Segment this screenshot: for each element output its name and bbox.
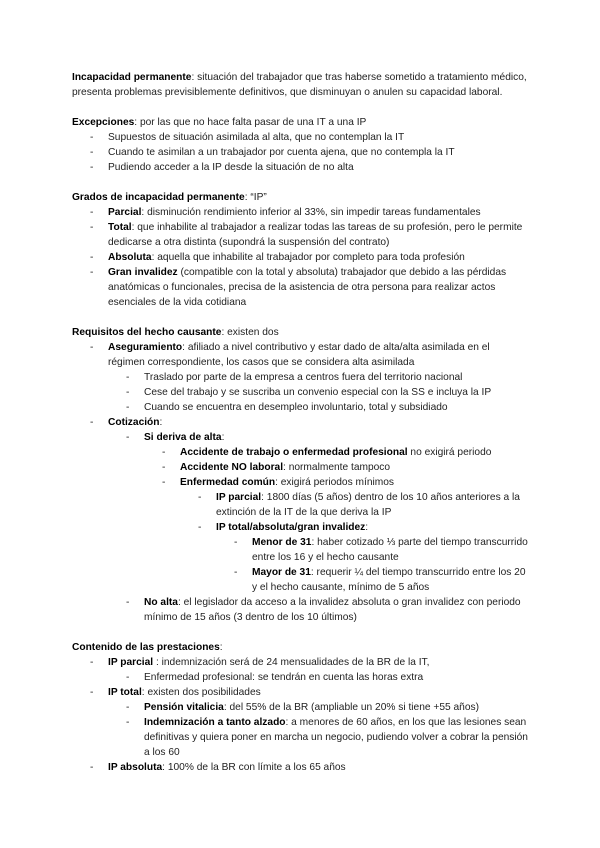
section-incapacidad xyxy=(72,70,528,100)
term: Enfermedad común xyxy=(180,477,276,488)
text: : normalmente tampoco xyxy=(283,462,391,473)
list-item: - Traslado por parte de la empresa a centros fuera del territorio nacional xyxy=(72,370,528,385)
list-item-ip-total xyxy=(72,520,528,535)
term: IP total/absoluta/gran invalidez xyxy=(216,522,366,533)
term: Contenido de las prestaciones xyxy=(72,642,220,653)
term: Cotización xyxy=(108,417,160,428)
text: : requerir ¼ del tiempo transcurrido entre los 20 y el hecho causante, mínimo de 5 años xyxy=(252,567,526,593)
list-item-aseguramiento xyxy=(72,340,528,370)
list-item-si-alta xyxy=(72,430,528,445)
term: Accidente de trabajo o enfermedad profesional xyxy=(180,447,408,458)
text: : aquella que inhabilite al trabajador por completo para toda profesión xyxy=(151,252,465,263)
list-item-menor-31 xyxy=(72,535,528,565)
text: : haber cotizado ⅓ parte del tiempo transcurrido entre los 16 y el hecho causante xyxy=(252,537,528,563)
list-item-ip-parcial xyxy=(72,655,528,670)
term: Total xyxy=(108,222,132,233)
text: : a menores de 60 años, en los que las lesiones sean definitivas y quiera poner en marcha un negocio, pudiendo volver a cobrar la pensión a los 60 xyxy=(144,717,528,758)
list-item-ip-absoluta xyxy=(72,760,528,775)
list-item-enfermedad-comun xyxy=(72,475,528,490)
term: Gran invalidez xyxy=(108,267,178,278)
heading-excepciones xyxy=(72,115,528,130)
section-requisitos xyxy=(72,325,528,625)
term: Grados de incapacidad permanente xyxy=(72,192,245,203)
text: : xyxy=(365,522,369,533)
term: Indemnización a tanto alzado xyxy=(144,717,286,728)
text: : 100% de la BR con límite a los 65 años xyxy=(162,762,346,773)
term: Si deriva de alta xyxy=(144,432,222,443)
term: Incapacidad permanente xyxy=(72,72,192,83)
term: No alta xyxy=(144,597,178,608)
term: Pensión vitalicia xyxy=(144,702,224,713)
term: Excepciones xyxy=(72,117,135,128)
text: : disminución rendimiento inferior al 33%, sin impedir tareas fundamentales xyxy=(141,207,481,218)
text: : indemnización será de 24 mensualidades de la BR de la IT, xyxy=(153,657,430,668)
text: : existen dos posibilidades xyxy=(141,687,261,698)
list-item: - Supuestos de situación asimilada al alta, que no contemplan la IT xyxy=(72,130,528,145)
text: : “IP” xyxy=(244,192,267,203)
list-item-ip-total xyxy=(72,685,528,700)
document-page xyxy=(72,70,528,790)
text: : 1800 días (5 años) dentro de los 10 años anteriores a la extinción de la IT de la que deriva la IP xyxy=(216,492,520,518)
text: (compatible con la total y absoluta) trabajador que debido a las pérdidas anatómicas o funcionales, precisa de la asistencia de otra persona para realizar actos esenciales de la vida cotidiana xyxy=(108,267,507,308)
text: : situación del trabajador que tras haberse sometido a tratamiento médico, presenta problemas previsiblemente definitivos, que disminuyan o anulen su capacidad laboral. xyxy=(72,72,527,98)
list-item: - Enfermedad profesional: se tendrán en cuenta las horas extra xyxy=(72,670,528,685)
heading-requisitos xyxy=(72,325,528,340)
list-item-mayor-31 xyxy=(72,565,528,595)
list-item-indemnizacion xyxy=(72,715,528,760)
heading-contenido xyxy=(72,640,528,655)
list-item-accidente-trabajo xyxy=(72,445,528,460)
text: : xyxy=(159,417,163,428)
heading-grados xyxy=(72,190,528,205)
term: Mayor de 31 xyxy=(252,567,311,578)
list-item xyxy=(72,205,528,220)
section-excepciones xyxy=(72,115,528,175)
text: : del 55% de la BR (ampliable un 20% si tiene +55 años) xyxy=(223,702,479,713)
text: : que inhabilite al trabajador a realizar todas las tareas de su profesión, pero le permite dedicarse a otra distinta (supondrá la suspensión del contrato) xyxy=(108,222,523,248)
text: : por las que no hace falta pasar de una IT a una IP xyxy=(134,117,367,128)
text: : afiliado a nivel contributivo y estar dado de alta/alta asimilada en el régimen correspondiente, los casos que se considera alta asimilada xyxy=(108,342,490,368)
term: IP absoluta xyxy=(108,762,163,773)
text: : exigirá periodos mínimos xyxy=(275,477,395,488)
list-item xyxy=(72,265,528,310)
term: Aseguramiento xyxy=(108,342,183,353)
text: : existen dos xyxy=(221,327,279,338)
list-item-ip-parcial xyxy=(72,490,528,520)
list-item: - Cuando te asimilan a un trabajador por cuenta ajena, que no contempla la IT xyxy=(72,145,528,160)
list-item-no-alta xyxy=(72,595,528,625)
section-grados xyxy=(72,190,528,310)
term: Requisitos del hecho causante xyxy=(72,327,222,338)
section-contenido xyxy=(72,640,528,775)
list-item xyxy=(72,220,528,250)
term: IP parcial xyxy=(216,492,262,503)
list-item: - Pudiendo acceder a la IP desde la situación de no alta xyxy=(72,160,528,175)
term: Parcial xyxy=(108,207,142,218)
term: IP parcial xyxy=(108,657,154,668)
term: Menor de 31 xyxy=(252,537,312,548)
text: : xyxy=(221,432,225,443)
term: Absoluta xyxy=(108,252,152,263)
text: : xyxy=(219,642,223,653)
list-item xyxy=(72,250,528,265)
term: IP total xyxy=(108,687,142,698)
text: no exigirá periodo xyxy=(407,447,492,458)
list-item-cotizacion xyxy=(72,415,528,430)
paragraph-incapacidad xyxy=(72,70,528,100)
text: : el legislador da acceso a la invalidez absoluta o gran invalidez con periodo mínimo de 15 años (3 dentro de los 10 últimos) xyxy=(144,597,521,623)
list-item: - Cese del trabajo y se suscriba un convenio especial con la SS e incluya la IP xyxy=(72,385,528,400)
term: Accidente NO laboral xyxy=(180,462,284,473)
list-item: - Cuando se encuentra en desempleo involuntario, total y subsidiado xyxy=(72,400,528,415)
list-item-pension xyxy=(72,700,528,715)
list-item-accidente-no-laboral xyxy=(72,460,528,475)
